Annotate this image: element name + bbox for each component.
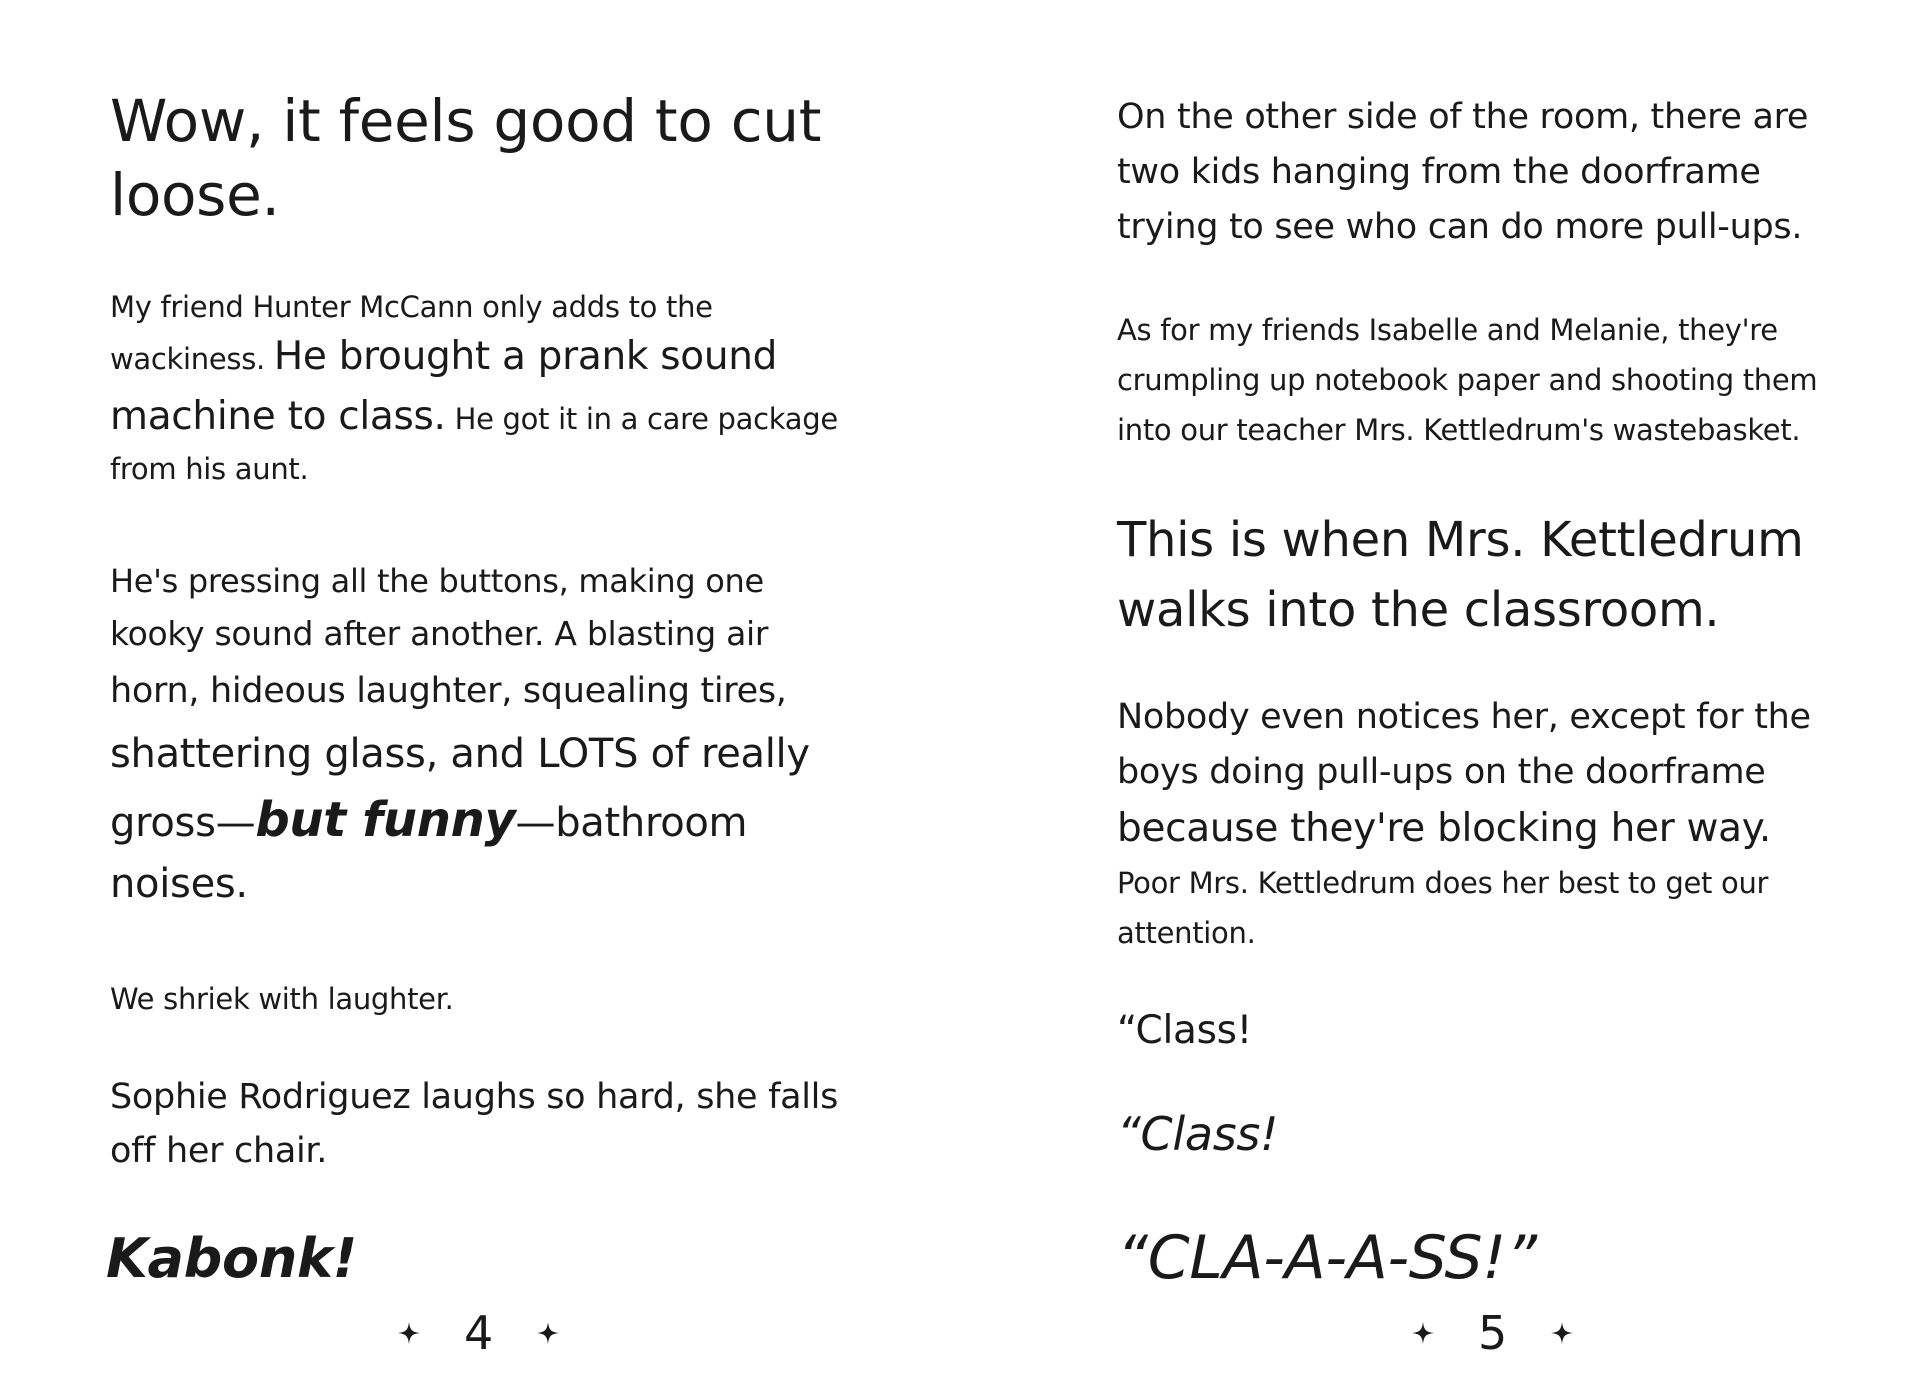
text-line: because they're blocking her way. bbox=[1117, 806, 1772, 851]
left-paragraph-2 bbox=[110, 555, 810, 912]
page-number: 5 bbox=[1478, 1306, 1508, 1360]
text-line: two kids hanging from the doorframe bbox=[1117, 152, 1761, 192]
quote-1: “Class! bbox=[1117, 1008, 1252, 1053]
left-paragraph-4 bbox=[110, 1070, 838, 1178]
four-point-star-icon bbox=[1551, 1322, 1573, 1344]
page-footer bbox=[1412, 1306, 1573, 1360]
four-point-star-icon bbox=[398, 1322, 420, 1344]
italic-run: but funny bbox=[255, 792, 516, 848]
heading-line: This is when Mrs. Kettledrum bbox=[1117, 512, 1804, 568]
left-heading bbox=[110, 84, 821, 232]
four-point-star-icon bbox=[1412, 1322, 1434, 1344]
text-line: trying to see who can do more pull-ups. bbox=[1117, 207, 1803, 247]
text-line: shattering glass, and LOTS of really bbox=[110, 731, 810, 777]
text-line: Sophie Rodriguez laughs so hard, she falls bbox=[110, 1077, 839, 1117]
right-page bbox=[960, 0, 1921, 1396]
text-run: gross— bbox=[110, 800, 256, 846]
right-paragraph-1 bbox=[1117, 90, 1808, 255]
right-paragraph-2 bbox=[1117, 305, 1817, 455]
right-heading bbox=[1117, 505, 1804, 645]
heading-line: Wow, it feels good to cut bbox=[110, 87, 822, 155]
heading-line: walks into the classroom. bbox=[1117, 582, 1720, 638]
text-run: My friend Hunter McCann only adds to the bbox=[110, 290, 713, 324]
text-run: from his aunt. bbox=[110, 452, 309, 486]
text-run: —bathroom bbox=[515, 800, 748, 846]
text-line: crumpling up notebook paper and shooting them bbox=[1117, 363, 1818, 397]
text-line: horn, hideous laughter, squealing tires, bbox=[110, 671, 787, 711]
left-paragraph-1 bbox=[110, 286, 838, 490]
heading-line: loose. bbox=[110, 161, 280, 229]
text-line: He's pressing all the buttons, making one bbox=[110, 562, 764, 600]
text-run: wackiness. bbox=[110, 342, 265, 376]
text-line: noises. bbox=[110, 861, 248, 907]
text-line: off her chair. bbox=[110, 1131, 328, 1171]
text-line: On the other side of the room, there are bbox=[1117, 97, 1809, 137]
text-line: boys doing pull-ups on the doorframe bbox=[1117, 752, 1766, 792]
left-paragraph-3: We shriek with laughter. bbox=[110, 982, 454, 1016]
sound-effect: Kabonk! bbox=[106, 1227, 357, 1290]
right-paragraph-3 bbox=[1117, 690, 1811, 958]
emphasis-run: He brought a prank sound bbox=[273, 334, 778, 379]
text-line: As for my friends Isabelle and Melanie, they're bbox=[1117, 313, 1778, 347]
text-line: into our teacher Mrs. Kettledrum's wastebasket. bbox=[1117, 413, 1801, 447]
quote-3: “CLA-A-A-SS!” bbox=[1117, 1223, 1537, 1293]
text-line: Nobody even notices her, except for the bbox=[1117, 697, 1811, 737]
emphasis-run: machine to class. bbox=[110, 394, 446, 439]
text-run: He got it in a care package bbox=[454, 402, 838, 436]
text-line: attention. bbox=[1117, 916, 1256, 950]
text-line: kooky sound after another. A blasting air bbox=[110, 614, 769, 653]
four-point-star-icon bbox=[537, 1322, 559, 1344]
page-number: 4 bbox=[464, 1306, 494, 1360]
page-footer bbox=[398, 1306, 559, 1360]
left-page bbox=[0, 0, 960, 1396]
text-line: Poor Mrs. Kettledrum does her best to get our bbox=[1117, 866, 1769, 900]
quote-2: “Class! bbox=[1117, 1107, 1279, 1161]
